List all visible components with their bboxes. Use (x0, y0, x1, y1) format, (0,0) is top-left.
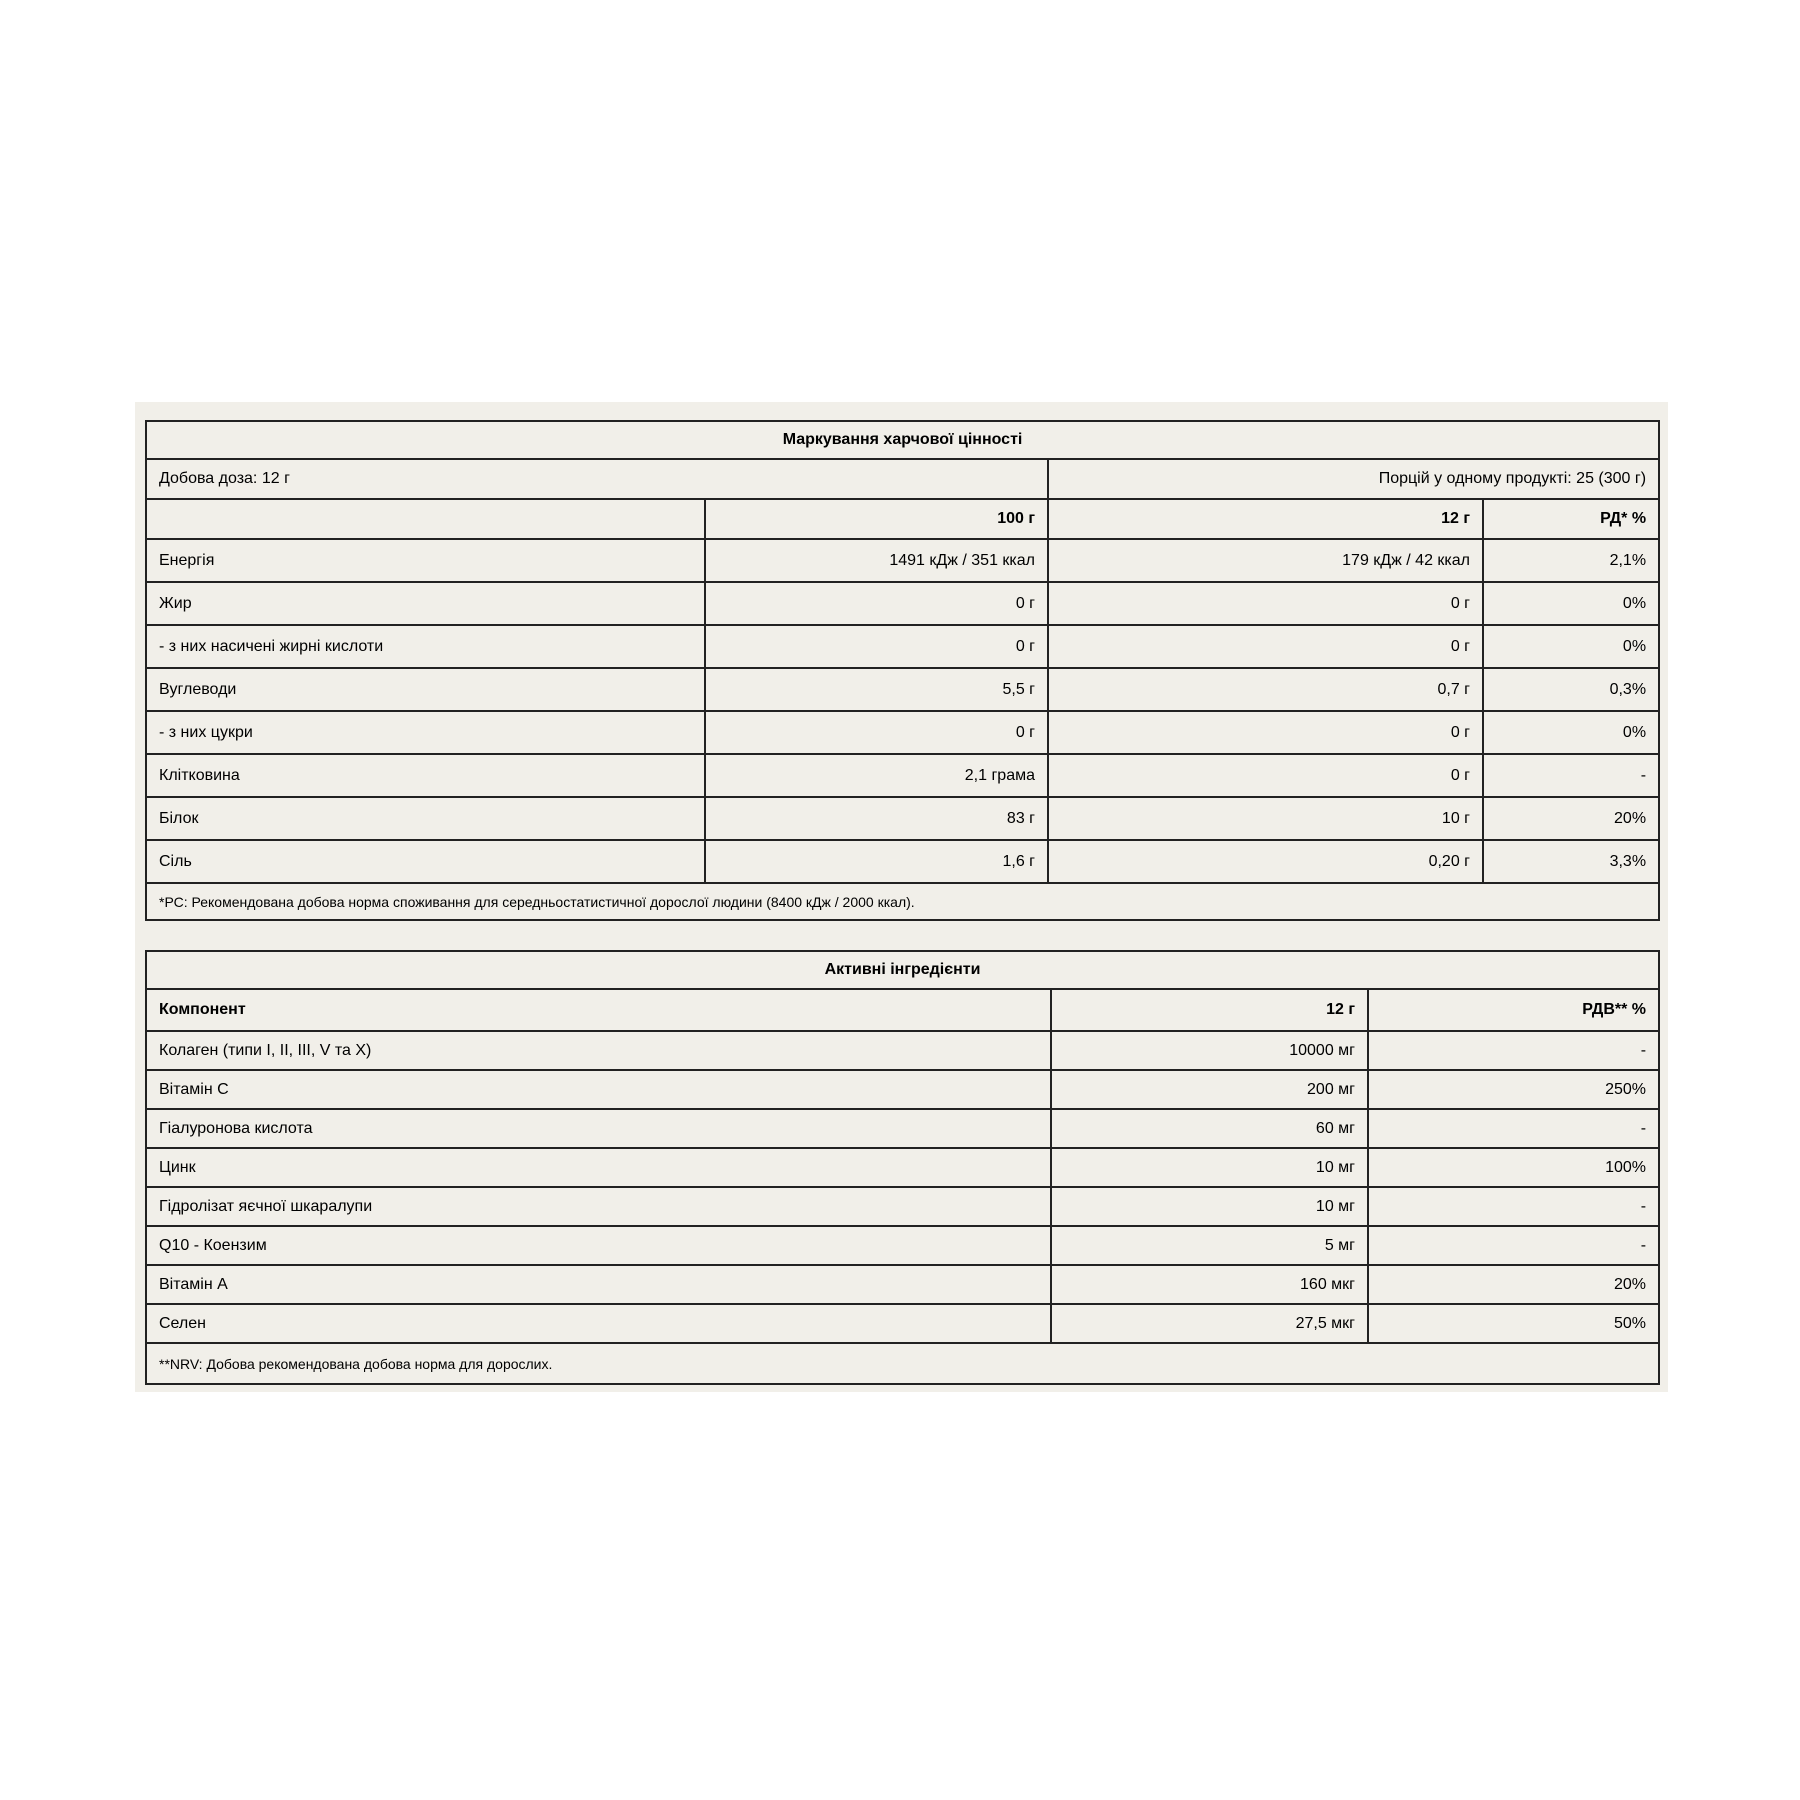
ingredient-row (146, 1187, 1659, 1226)
value-per-100g: 5,5 г (705, 668, 1048, 711)
value-per-100g: 0 г (705, 625, 1048, 668)
value-rd-percent: 0,3% (1483, 668, 1659, 711)
ingredients-table-body (146, 1031, 1659, 1343)
ingredients-header-row (146, 989, 1659, 1031)
ingredients-table (145, 950, 1660, 1385)
nutrition-table-title: Маркування харчової цінності (146, 421, 1659, 459)
value-per-12g: 0 г (1048, 711, 1483, 754)
ingredient-amount: 10 мг (1051, 1148, 1368, 1187)
nutrient-row (146, 711, 1659, 754)
value-rd-percent: 20% (1483, 797, 1659, 840)
nutrient-row (146, 625, 1659, 668)
nutrient-label: Жир (146, 582, 705, 625)
value-rd-percent: 2,1% (1483, 539, 1659, 582)
nutrient-label: Енергія (146, 539, 705, 582)
ingredient-row (146, 1304, 1659, 1343)
value-per-100g: 1,6 г (705, 840, 1048, 883)
nutrient-label: - з них насичені жирні кислоти (146, 625, 705, 668)
nutrient-label: Білок (146, 797, 705, 840)
nutrient-row (146, 840, 1659, 883)
ingredient-amount: 160 мкг (1051, 1265, 1368, 1304)
ingredient-amount: 10000 мг (1051, 1031, 1368, 1070)
ingredient-amount: 5 мг (1051, 1226, 1368, 1265)
ingredient-row (146, 1109, 1659, 1148)
ingredient-row (146, 1148, 1659, 1187)
ingredients-table-title: Активні інгредієнти (146, 951, 1659, 989)
ingredient-nrv-percent: - (1368, 1109, 1659, 1148)
ingredient-row (146, 1031, 1659, 1070)
ingredient-label: Селен (146, 1304, 1051, 1343)
ingredient-label: Гіалуронова кислота (146, 1109, 1051, 1148)
nutrient-row (146, 797, 1659, 840)
ingredient-amount: 200 мг (1051, 1070, 1368, 1109)
ingredient-nrv-percent: 50% (1368, 1304, 1659, 1343)
value-per-100g: 2,1 грама (705, 754, 1048, 797)
nutrition-header-row (146, 499, 1659, 539)
column-header-100g: 100 г (705, 499, 1048, 539)
value-per-12g: 0 г (1048, 582, 1483, 625)
ingredient-nrv-percent: 250% (1368, 1070, 1659, 1109)
ingredient-label: Вітамін A (146, 1265, 1051, 1304)
value-per-12g: 179 кДж / 42 ккал (1048, 539, 1483, 582)
value-rd-percent: 3,3% (1483, 840, 1659, 883)
column-header-component: Компонент (146, 989, 1051, 1031)
daily-dose-cell: Добова доза: 12 г (146, 459, 1048, 499)
ingredient-label: Колаген (типи I, II, III, V та X) (146, 1031, 1051, 1070)
ingredient-label: Q10 - Коензим (146, 1226, 1051, 1265)
column-header-nrv-percent: РДВ** % (1368, 989, 1659, 1031)
column-header-12g: 12 г (1048, 499, 1483, 539)
value-per-12g: 0,7 г (1048, 668, 1483, 711)
ingredient-amount: 27,5 мкг (1051, 1304, 1368, 1343)
nutrient-label: - з них цукри (146, 711, 705, 754)
ingredients-title-row (146, 951, 1659, 989)
ingredients-footnote-row (146, 1343, 1659, 1384)
ingredient-label: Вітамін C (146, 1070, 1051, 1109)
nutrient-label: Вуглеводи (146, 668, 705, 711)
value-rd-percent: - (1483, 754, 1659, 797)
nutrient-row (146, 754, 1659, 797)
column-header-empty (146, 499, 705, 539)
ingredient-nrv-percent: 20% (1368, 1265, 1659, 1304)
nutrition-table-body (146, 539, 1659, 883)
dose-servings-row (146, 459, 1659, 499)
ingredient-label: Гідролізат яєчної шкаралупи (146, 1187, 1051, 1226)
value-per-12g: 10 г (1048, 797, 1483, 840)
nutrient-label: Клітковина (146, 754, 705, 797)
ingredient-amount: 10 мг (1051, 1187, 1368, 1226)
ingredient-row (146, 1226, 1659, 1265)
value-per-12g: 0,20 г (1048, 840, 1483, 883)
ingredient-nrv-percent: - (1368, 1226, 1659, 1265)
ingredient-amount: 60 мг (1051, 1109, 1368, 1148)
nutrient-label: Сіль (146, 840, 705, 883)
ingredient-label: Цинк (146, 1148, 1051, 1187)
nutrition-title-row (146, 421, 1659, 459)
ingredient-row (146, 1265, 1659, 1304)
nutrient-row (146, 539, 1659, 582)
nutrient-row (146, 668, 1659, 711)
value-per-100g: 0 г (705, 582, 1048, 625)
nutrition-footnote: *РС: Рекомендована добова норма споживання для середньостатистичної дорослої людини (8400 кДж / 2000 ккал). (146, 883, 1659, 920)
ingredient-nrv-percent: - (1368, 1031, 1659, 1070)
column-header-amount-12g: 12 г (1051, 989, 1368, 1031)
value-per-12g: 0 г (1048, 754, 1483, 797)
value-rd-percent: 0% (1483, 582, 1659, 625)
servings-cell: Порцій у одному продукті: 25 (300 г) (1048, 459, 1659, 499)
value-per-100g: 0 г (705, 711, 1048, 754)
nutrition-footnote-row (146, 883, 1659, 920)
value-rd-percent: 0% (1483, 711, 1659, 754)
nutrition-table (145, 420, 1660, 921)
ingredient-row (146, 1070, 1659, 1109)
ingredient-nrv-percent: 100% (1368, 1148, 1659, 1187)
ingredient-nrv-percent: - (1368, 1187, 1659, 1226)
value-per-12g: 0 г (1048, 625, 1483, 668)
value-per-100g: 83 г (705, 797, 1048, 840)
column-header-rd-percent: РД* % (1483, 499, 1659, 539)
value-per-100g: 1491 кДж / 351 ккал (705, 539, 1048, 582)
nutrient-row (146, 582, 1659, 625)
ingredients-footnote: **NRV: Добова рекомендована добова норма для дорослих. (146, 1343, 1659, 1384)
value-rd-percent: 0% (1483, 625, 1659, 668)
